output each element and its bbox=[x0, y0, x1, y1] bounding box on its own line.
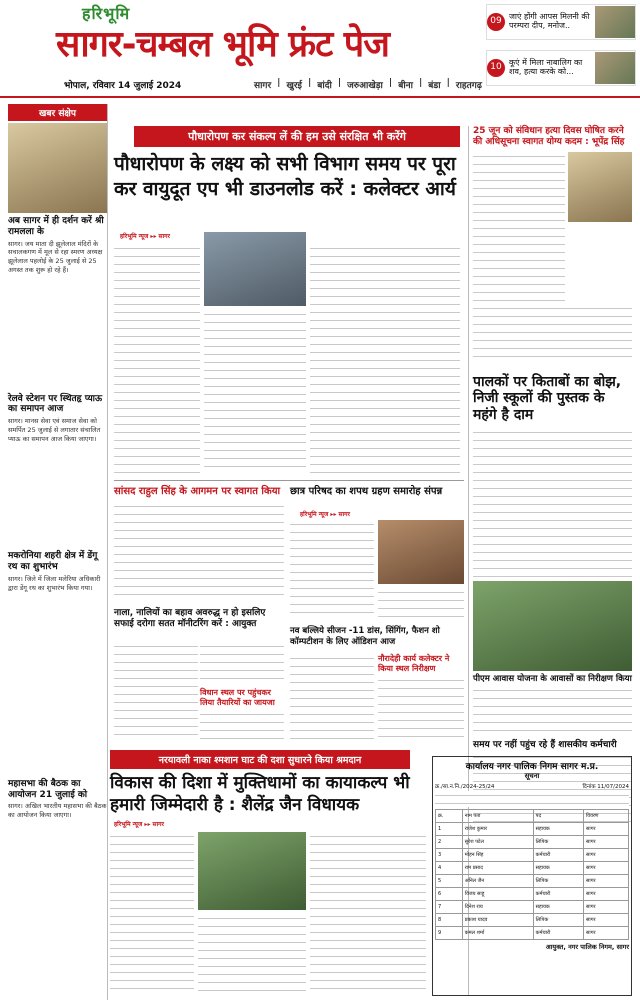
city-item[interactable]: बीना bbox=[398, 81, 413, 91]
collector-text bbox=[378, 676, 464, 742]
table-row: 8 प्रकाश यादव लिपिक सागर bbox=[436, 914, 629, 927]
right3-photo bbox=[473, 581, 632, 671]
mid3-headline[interactable]: विधान स्थल पर पहुंचकर लिया तैयारियों का जायजा bbox=[200, 688, 275, 707]
season-headline[interactable]: नव बल्लिये सीजन -11 डांस, सिंगिंग, फैशन शो कॉम्पटीशन के लिए ऑडिशन आज bbox=[290, 626, 440, 647]
right2-headline[interactable]: पालकों पर किताबों का बोझ, निजी स्कूलों की पुस्तक के महंगे है दाम bbox=[473, 373, 622, 424]
sidebar-headline[interactable]: रेलवे स्टेशन पर स्थितहृ प्याऊ का समापन आज bbox=[8, 393, 103, 415]
table-row: 2 सुरेश पटेल लिपिक सागर bbox=[436, 836, 629, 849]
chhatra-text bbox=[378, 588, 464, 620]
lead-headline[interactable]: पौधारोपण के लक्ष्य को सभी विभाग समय पर पूरा कर वायुदूत एप भी डाउनलोड करें : कलेक्टर आर्य bbox=[114, 153, 456, 200]
chhatra-headline[interactable]: छात्र परिषद का शपथ ग्रहण समारोह संपन्न bbox=[290, 486, 443, 497]
notice-table bbox=[435, 809, 629, 940]
sidebar bbox=[8, 104, 108, 1000]
bottom-text bbox=[310, 832, 426, 994]
city-item[interactable]: जरुआखेड़ा bbox=[347, 81, 383, 91]
notice-ref: क्र./सा.न.नि./2024-25/24 bbox=[435, 784, 495, 790]
notice-col-header: पद bbox=[533, 810, 583, 823]
section-divider bbox=[114, 480, 464, 481]
table-row: 7 दिनेश राय सहायक सागर bbox=[436, 901, 629, 914]
season-text bbox=[290, 654, 374, 742]
right3-text bbox=[473, 686, 632, 736]
sidebar-body: सागर। मानस सेवा एवं समाज सेवा को समर्पित 25 जुलाई से लगातार संचालित प्याऊ का समापन आज किया जाएगा। bbox=[8, 417, 101, 443]
mid2-text bbox=[114, 642, 198, 742]
city-item[interactable]: सागर bbox=[254, 81, 272, 91]
right1-photo bbox=[568, 152, 632, 222]
page-title: सागर-चम्बल भूमि फ्रंट पेज bbox=[56, 24, 389, 65]
table-row: 4 राम प्रसाद सहायक सागर bbox=[436, 862, 629, 875]
notice-title: कार्यालय नगर पालिक निगम सागर म.प्र. bbox=[465, 762, 599, 772]
masthead-logo: हरिभूमि bbox=[82, 4, 131, 23]
right3-headline[interactable]: पीएम आवास योजना के आवासों का निरीक्षण किया bbox=[473, 673, 632, 684]
city-item[interactable]: खुरई bbox=[286, 81, 302, 91]
header-divider bbox=[0, 96, 640, 98]
table-row: 9 कमल शर्मा कर्मचारी सागर bbox=[436, 927, 629, 940]
city-nav: सागर | खुरई | बांदी | जरुआखेड़ा | बीना | बंडा | राहतगढ़ bbox=[254, 78, 480, 96]
right2-text bbox=[473, 428, 632, 578]
notice-box bbox=[432, 756, 632, 996]
table-row: 3 मोहन सिंह कर्मचारी सागर bbox=[436, 849, 629, 862]
sidebar-photo bbox=[8, 123, 107, 213]
edition-date: भोपाल, रविवार 14 जुलाई 2024 bbox=[64, 81, 182, 91]
notice-subtitle: सूचना bbox=[524, 772, 540, 780]
mid3-text bbox=[200, 710, 284, 742]
mid1-headline[interactable]: सांसद राहुल सिंह के आगमन पर स्वागत किया bbox=[114, 486, 281, 497]
notice-footer: आयुक्त, नगर पालिक निगम, सागर bbox=[545, 943, 629, 951]
table-row: 6 विजय साहू कर्मचारी सागर bbox=[436, 888, 629, 901]
sidebar-body: सागर। अखिल भारतीय महासभा की बैठक का आयोजन किया जाएगा। bbox=[8, 802, 107, 820]
lead-text bbox=[114, 244, 200, 474]
bottom-headline[interactable]: विकास की दिशा में मुक्तिधामों का कायाकल्प भी हमारी जिम्मेदारी है : शैलेंद्र जैन विधायक bbox=[110, 773, 410, 816]
sidebar-label: खबर संक्षेप bbox=[8, 104, 107, 121]
city-item[interactable]: राहतगढ़ bbox=[455, 81, 482, 91]
city-item[interactable]: बंडा bbox=[428, 81, 441, 91]
chhatra-byline: हरिभूमि न्यूज ▸▸ सागर bbox=[300, 511, 350, 518]
notice-col-header: क्र. bbox=[436, 810, 463, 823]
collector-headline[interactable]: नौरादेही कार्य कलेक्टर ने किया स्थल निरीक्षण bbox=[378, 654, 450, 673]
sidebar-body: सागर। जय माता दी झूलेलाल मंदिरों के सचालकगण में मूल से रहा स्मरण अध्यक्ष झूलेलाल पहलोई के 25 जुलाई से 25 अगस्त तक शुरू हो रहे हैं। bbox=[8, 239, 103, 274]
right4-headline[interactable]: समय पर नहीं पहुंच रहे हैं शासकीय कर्मचारी bbox=[473, 740, 617, 751]
notice-col-header: नाम पता bbox=[462, 810, 533, 823]
mid2-text bbox=[200, 642, 284, 686]
teaser-box[interactable] bbox=[486, 4, 636, 40]
bottom-band: नरयावली नाका श्मशान घाट की दशा सुधारने किया श्रमदान bbox=[110, 750, 410, 769]
bottom-byline: हरिभूमि न्यूज ▸▸ सागर bbox=[114, 821, 164, 828]
lead-text bbox=[310, 244, 460, 474]
bottom-text bbox=[198, 914, 306, 994]
notice-date: दिनांक 11/07/2024 bbox=[582, 784, 629, 790]
teaser-text: कूएं में मिला नाबालिग का शव, हत्या करके को... bbox=[509, 58, 583, 76]
table-row: 5 अनिल जैन लिपिक सागर bbox=[436, 875, 629, 888]
lead-text bbox=[204, 310, 306, 474]
bottom-text bbox=[110, 832, 194, 994]
mid2-headline[interactable]: नाला, नालियों का बहाव अवरुद्ध न हो इसलिए सफाई दरोगा सतत मॉनीटरिंग करें : आयुक्त bbox=[114, 608, 266, 630]
lead-byline: हरिभूमि न्यूज ▸▸ सागर bbox=[120, 233, 170, 240]
teaser-box[interactable] bbox=[486, 50, 636, 86]
lead-photo bbox=[204, 232, 306, 306]
teaser-number: 09 bbox=[487, 13, 505, 31]
mid1-text bbox=[114, 502, 284, 602]
notice-text bbox=[435, 791, 629, 807]
city-item[interactable]: बांदी bbox=[317, 81, 332, 91]
right1-text bbox=[473, 304, 632, 364]
right1-text bbox=[473, 152, 565, 302]
teaser-photo bbox=[595, 6, 635, 38]
chhatra-photo bbox=[378, 520, 464, 584]
lead-band: पौधारोपण कर संकल्प लें की हम उसे संरक्षित भी करेंगे bbox=[134, 126, 460, 147]
teaser-number: 10 bbox=[487, 59, 505, 77]
notice-col-header: विवरण bbox=[584, 810, 629, 823]
chhatra-text bbox=[290, 520, 374, 620]
sidebar-headline[interactable]: मकरोनिया शहरी क्षेत्र में डेंगू रथ का शुभारंभ bbox=[8, 551, 98, 572]
table-row: 1 राजेश कुमार सहायक सागर bbox=[436, 823, 629, 836]
teaser-photo bbox=[595, 52, 635, 84]
sidebar-headline[interactable]: महासभा की बैठक का आयोजन 21 जुलाई को bbox=[8, 778, 88, 800]
sidebar-headline[interactable]: अब सागर में ही दर्शन करें श्री रामलला के bbox=[8, 216, 104, 237]
teaser-text: जाएं होंगी आपस मिलनी की परम्परा दीप, मनोज.. bbox=[509, 12, 590, 30]
right1-headline[interactable]: 25 जून को संविधान हत्या दिवस घोषित करने की अधिसूचना स्वागत योग्य कदम : भूपेंद्र सिंह bbox=[473, 126, 625, 148]
bottom-photo bbox=[198, 832, 306, 910]
sidebar-body: सागर। जिले में जिला मलेरिया अधिकारी द्वारा डेंगू रथ का शुभारंभ किया गया। bbox=[8, 574, 101, 592]
